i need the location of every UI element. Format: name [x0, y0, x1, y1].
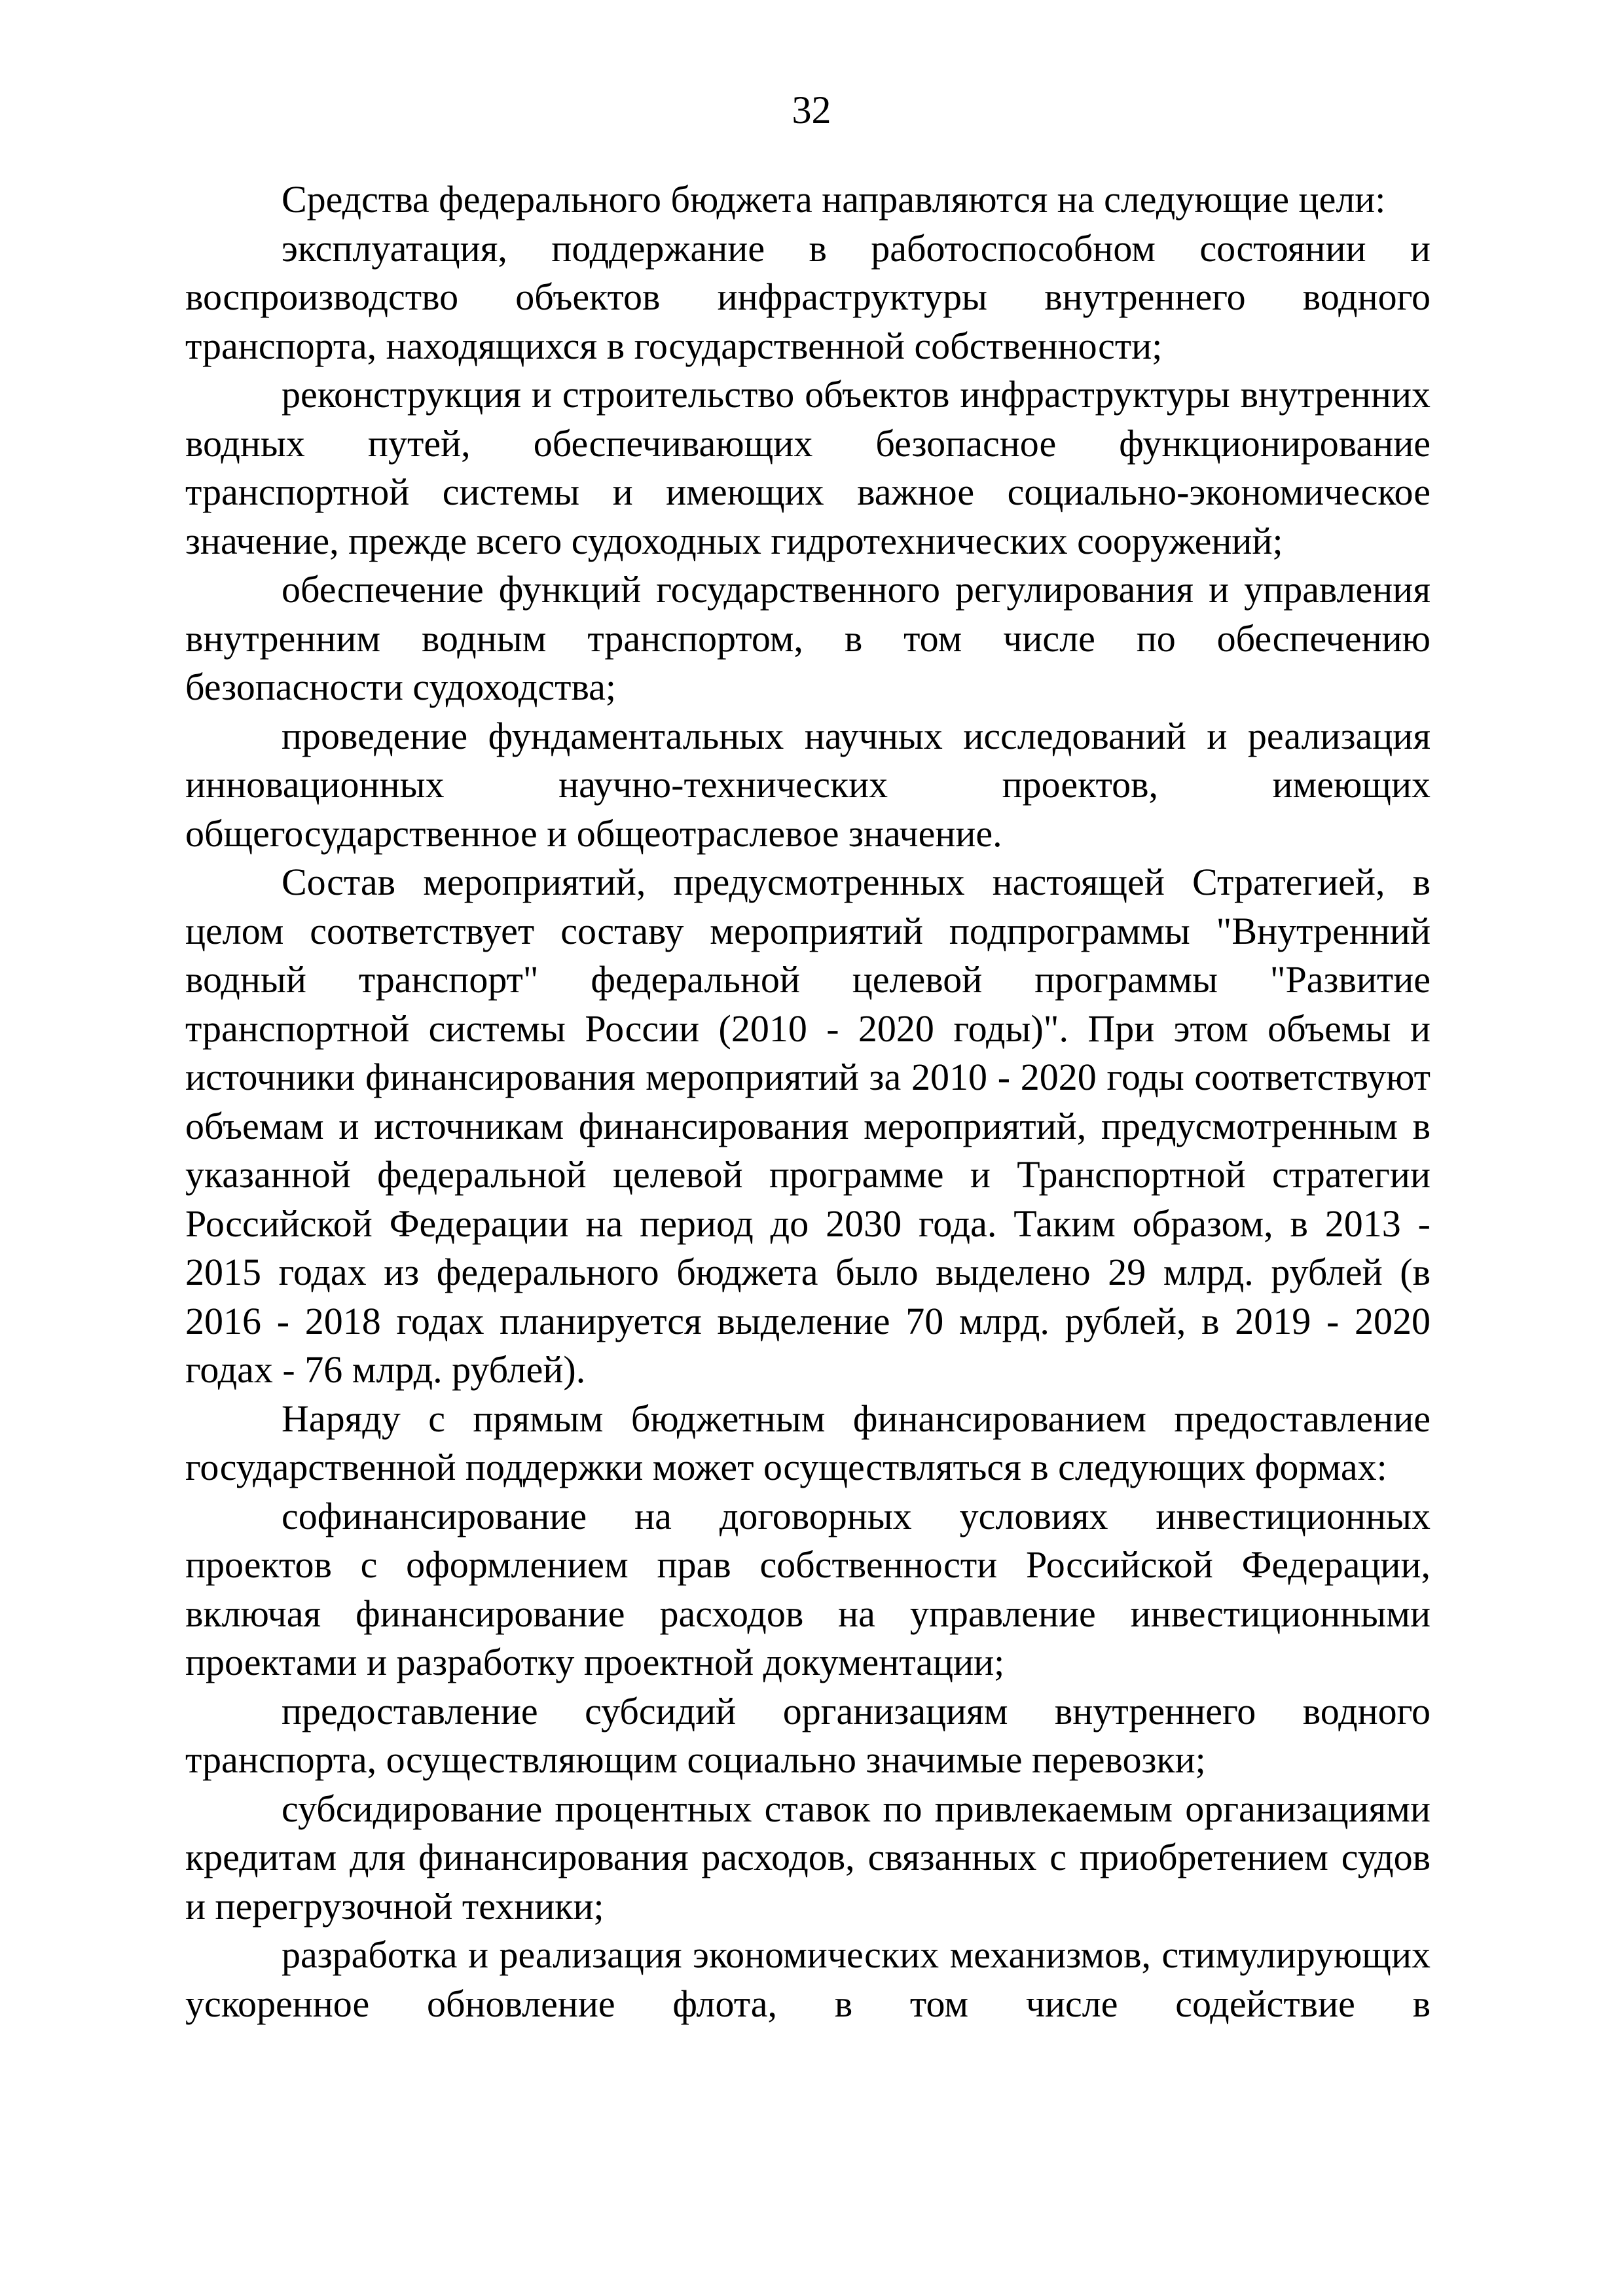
paragraph-economic-mechanisms: разработка и реализация экономических механизмов, стимулирующих ускоренное обновление флота, в том числе содействие в [185, 1933, 1431, 2025]
paragraph-cofinancing: софинансирование на договорных условиях инвестиционных проектов с оформлением прав собственности Российской Федерации, включая финансирование расходов на управление инвестиционными проектами и разработку проектной документации; [185, 1494, 1431, 1683]
paragraph-measures-composition: Состав мероприятий, предусмотренных настоящей Стратегией, в целом соответствует составу мероприятий подпрограммы "Внутренний водный транспорт" федеральной целевой программы "Развитие транспортной системы России (2010 - 2020 годы)". При этом объемы и источники финансирования мероприятий за 2010 - 2020 годы соответствуют объемам и источникам финансирования мероприятий, предусмотренным в указанной федеральной целевой программе и Транспортной стратегии Российской Федерации на период до 2030 года. Таким образом, в 2013 - 2015 годах из федерального бюджета было выделено 29 млрд. рублей (в 2016 - 2018 годах планируется выделение 70 млрд. рублей, в 2019 - 2020 годах - 76 млрд. рублей). [185, 861, 1431, 1391]
paragraph-state-regulation: обеспечение функций государственного регулирования и управления внутренним водным транспортом, в том числе по обеспечению безопасности судоходства; [185, 568, 1431, 708]
paragraph-reconstruction: реконструкция и строительство объектов инфраструктуры внутренних водных путей, обеспечивающих безопасное функционирование транспортной системы и имеющих важное социально-экономическое значение, прежде всего судоходных гидротехнических сооружений; [185, 373, 1431, 562]
document-body [185, 175, 1431, 2028]
paragraph-state-support: Наряду с прямым бюджетным финансированием предоставление государственной поддержки может осуществляться в следующих формах: [185, 1397, 1431, 1488]
paragraph-budget-goals: Средства федерального бюджета направляются на следующие цели: [282, 178, 1386, 221]
paragraph-subsidies: предоставление субсидий организациям внутреннего водного транспорта, осуществляющим социально значимые перевозки; [185, 1689, 1431, 1781]
paragraph-research: проведение фундаментальных научных исследований и реализация инновационных научно-технических проектов, имеющих общегосударственное и общеотраслевое значение. [185, 714, 1431, 855]
paragraph-interest-subsidies: субсидирование процентных ставок по привлекаемым организациями кредитам для финансирования расходов, связанных с приобретением судов и перегрузочной техники; [185, 1787, 1431, 1928]
paragraph-operation: эксплуатация, поддержание в работоспособном состоянии и воспроизводство объектов инфраструктуры внутреннего водного транспорта, находящихся в государственной собственности; [185, 226, 1431, 367]
page-number: 32 [792, 88, 831, 132]
